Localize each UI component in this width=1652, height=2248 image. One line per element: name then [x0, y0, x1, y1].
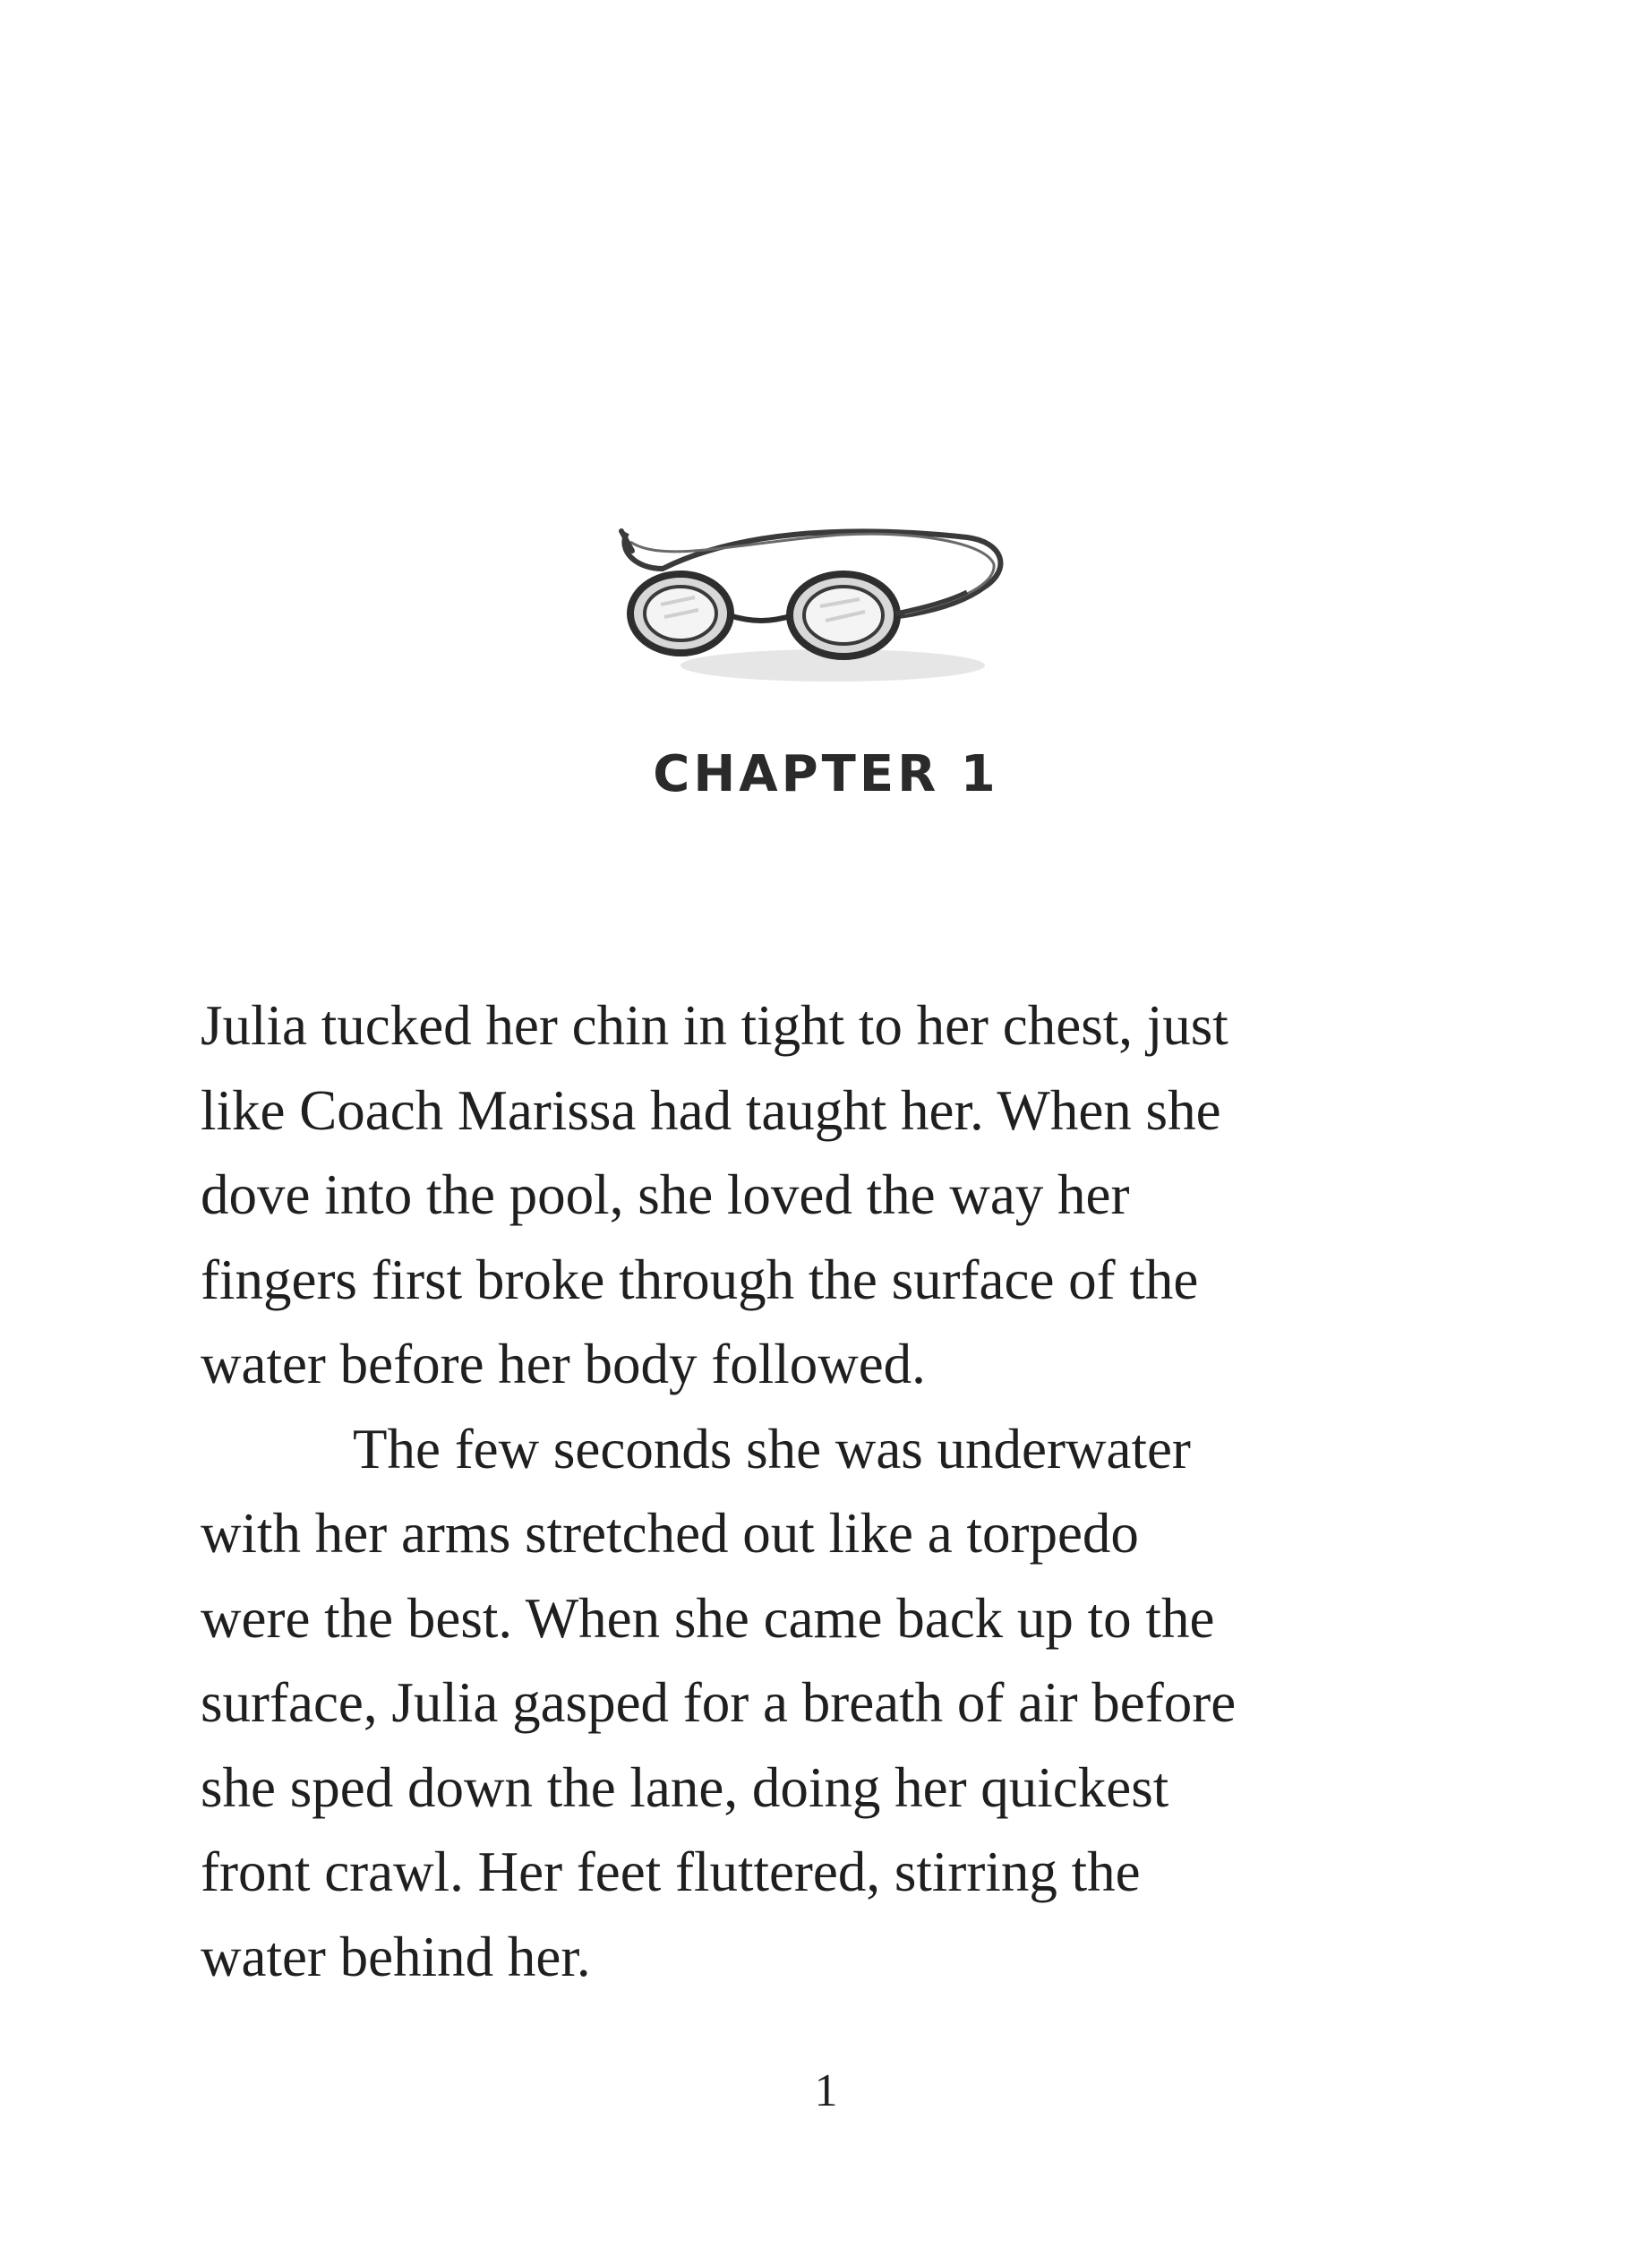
text-line: dove into the pool, she loved the way her	[201, 1163, 1130, 1226]
text-line: surface, Julia gasped for a breath of air before	[201, 1671, 1237, 1734]
body-text	[201, 983, 1454, 1999]
page-number: 1	[814, 2065, 838, 2116]
paragraph	[201, 1407, 1454, 2000]
text-line: she sped down the lane, doing her quickest	[201, 1755, 1169, 1819]
swim-goggles-icon	[609, 515, 1021, 694]
text-line: like Coach Marissa had taught her. When she	[201, 1078, 1221, 1142]
text-line: water behind her.	[201, 1925, 591, 1988]
text-line: fingers first broke through the surface of the	[201, 1248, 1199, 1311]
text-line: were the best. When she came back up to the	[201, 1586, 1215, 1650]
chapter-heading: CHAPTER 1	[653, 745, 999, 803]
paragraph	[201, 983, 1454, 1407]
text-line: front crawl. Her feet fluttered, stirring the	[201, 1840, 1141, 1903]
text-line: The few seconds she was underwater	[353, 1417, 1191, 1480]
text-line: water before her body followed.	[201, 1333, 926, 1395]
text-line: Julia tucked her chin in tight to her chest, just	[201, 994, 1228, 1057]
text-line: with her arms stretched out like a torpedo	[201, 1502, 1139, 1565]
